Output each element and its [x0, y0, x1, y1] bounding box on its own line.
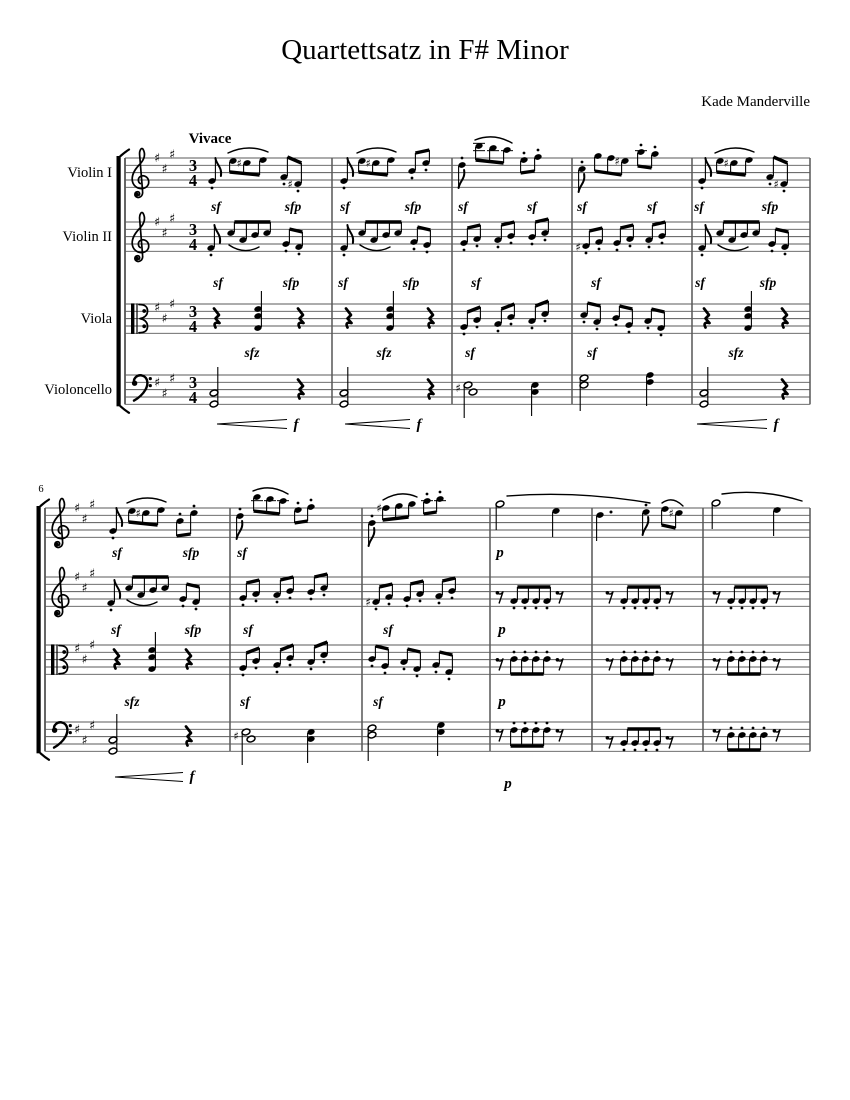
- key-signature-sharp: ♯: [81, 732, 88, 748]
- key-signature-sharp: ♯: [153, 299, 161, 315]
- dynamic-sfp: sfp: [284, 199, 302, 214]
- dynamic-f: f: [773, 417, 779, 433]
- dynamic-sf: sf: [695, 275, 705, 290]
- dynamic-p: p: [498, 622, 506, 638]
- composer-credit: Kade Manderville: [701, 94, 810, 110]
- dynamic-sfp: sfp: [184, 622, 202, 637]
- key-signature-sharp: ♯: [161, 161, 168, 176]
- staff-violin-1: [67, 137, 810, 214]
- sharp-accidental: ♯: [135, 506, 141, 520]
- staff-violoncello: [45, 714, 810, 792]
- dynamic-f: f: [293, 417, 299, 433]
- dynamic-sfp: sfp: [182, 545, 200, 560]
- dynamic-sfp: sfp: [759, 275, 777, 290]
- sharp-accidental: ♯: [614, 154, 620, 168]
- dynamic-sf: sf: [240, 694, 250, 709]
- measure-number: 6: [38, 484, 44, 495]
- dynamic-sf: sf: [338, 275, 348, 290]
- dynamic-sf: sf: [243, 622, 253, 637]
- staff-violoncello: [44, 367, 810, 433]
- tempo-marking: Vivace: [188, 131, 232, 147]
- dynamic-sfp: sfp: [402, 275, 420, 290]
- dynamic-sf: sf: [471, 275, 481, 290]
- key-signature-sharp: ♯: [81, 511, 88, 526]
- key-signature-sharp: ♯: [88, 565, 96, 581]
- time-signature-denominator: 4: [188, 317, 198, 336]
- key-signature-sharp: ♯: [168, 210, 176, 226]
- time-signature-numerator: 3: [188, 220, 198, 239]
- dynamic-sfp: sfp: [282, 275, 300, 290]
- dynamic-p: p: [504, 776, 512, 792]
- system-2: [37, 484, 811, 792]
- dynamic-p: p: [498, 694, 506, 710]
- dynamic-sf: sf: [213, 275, 223, 290]
- dynamic-sfz: sfz: [376, 345, 392, 360]
- sharp-accidental: ♯: [233, 729, 239, 743]
- sharp-accidental: ♯: [723, 156, 729, 170]
- staff-viola: [81, 291, 810, 360]
- dynamic-sfz: sfz: [244, 345, 260, 360]
- dynamic-sf: sf: [527, 199, 537, 214]
- dynamic-f: f: [416, 417, 422, 433]
- dynamic-sfp: sfp: [404, 199, 422, 214]
- key-signature-sharp: ♯: [168, 296, 176, 311]
- dynamic-sfp: sfp: [761, 199, 779, 214]
- dynamic-sf: sf: [647, 199, 657, 214]
- key-signature-sharp: ♯: [81, 580, 88, 595]
- dynamic-sf: sf: [458, 199, 468, 214]
- time-signature-numerator: 3: [188, 156, 198, 175]
- key-signature-sharp: ♯: [161, 310, 168, 326]
- dynamic-sf: sf: [465, 345, 475, 360]
- dynamic-sf: sf: [577, 199, 587, 214]
- sharp-accidental: ♯: [773, 177, 779, 191]
- key-signature-sharp: ♯: [161, 225, 168, 240]
- key-signature-sharp: ♯: [168, 146, 176, 162]
- dynamic-sf: sf: [373, 694, 383, 709]
- dynamic-f: f: [189, 769, 195, 785]
- system-bracket: [37, 506, 41, 753]
- key-signature-sharp: ♯: [88, 637, 96, 652]
- sharp-accidental: ♯: [287, 177, 293, 191]
- staff-violin-2: [45, 565, 810, 638]
- key-signature-sharp: ♯: [73, 721, 81, 737]
- key-signature-sharp: ♯: [161, 385, 168, 401]
- staff-viola: [45, 632, 810, 710]
- key-signature-sharp: ♯: [73, 500, 81, 515]
- staff-violin-1: [45, 488, 810, 561]
- dynamic-sf: sf: [237, 545, 247, 560]
- key-signature-sharp: ♯: [153, 374, 161, 390]
- time-signature-numerator: 3: [188, 302, 198, 321]
- system-bracket: [117, 156, 121, 406]
- instrument-label-violoncello: Violoncello: [44, 382, 112, 398]
- dynamic-sf: sf: [112, 545, 122, 560]
- dynamic-sfz: sfz: [124, 694, 140, 709]
- dynamic-sf: sf: [591, 275, 601, 290]
- key-signature-sharp: ♯: [73, 569, 81, 584]
- dynamic-sf: sf: [111, 622, 121, 637]
- dynamic-p: p: [496, 545, 504, 561]
- dynamic-sf: sf: [340, 199, 350, 214]
- key-signature-sharp: ♯: [88, 717, 96, 733]
- key-signature-sharp: ♯: [81, 651, 88, 667]
- dynamic-sfz: sfz: [728, 345, 744, 360]
- staff-violin-2: [63, 210, 810, 290]
- dynamic-sf: sf: [587, 345, 597, 360]
- key-signature-sharp: ♯: [153, 150, 161, 165]
- time-signature-denominator: 4: [188, 235, 198, 254]
- key-signature-sharp: ♯: [153, 214, 161, 229]
- time-signature-denominator: 4: [188, 388, 198, 407]
- key-signature-sharp: ♯: [88, 496, 96, 512]
- time-signature-numerator: 3: [188, 373, 198, 392]
- instrument-label-violin-1: Violin I: [67, 165, 112, 181]
- sharp-accidental: ♯: [365, 156, 371, 170]
- dynamic-sf: sf: [211, 199, 221, 214]
- dynamic-sf: sf: [383, 622, 393, 637]
- sharp-accidental: ♯: [575, 240, 581, 254]
- sharp-accidental: ♯: [668, 506, 674, 520]
- instrument-label-viola: Viola: [80, 311, 112, 327]
- key-signature-sharp: ♯: [168, 370, 176, 386]
- sharp-accidental: ♯: [365, 595, 371, 609]
- sharp-accidental: ♯: [455, 381, 461, 395]
- key-signature-sharp: ♯: [73, 640, 81, 656]
- system-1: [44, 131, 810, 433]
- score-title: Quartettsatz in F# Minor: [281, 34, 569, 66]
- sharp-accidental: ♯: [236, 156, 242, 170]
- instrument-label-violin-2: Violin II: [62, 229, 112, 245]
- sharp-accidental: ♯: [376, 501, 382, 515]
- time-signature-denominator: 4: [188, 171, 198, 190]
- dynamic-sf: sf: [694, 199, 704, 214]
